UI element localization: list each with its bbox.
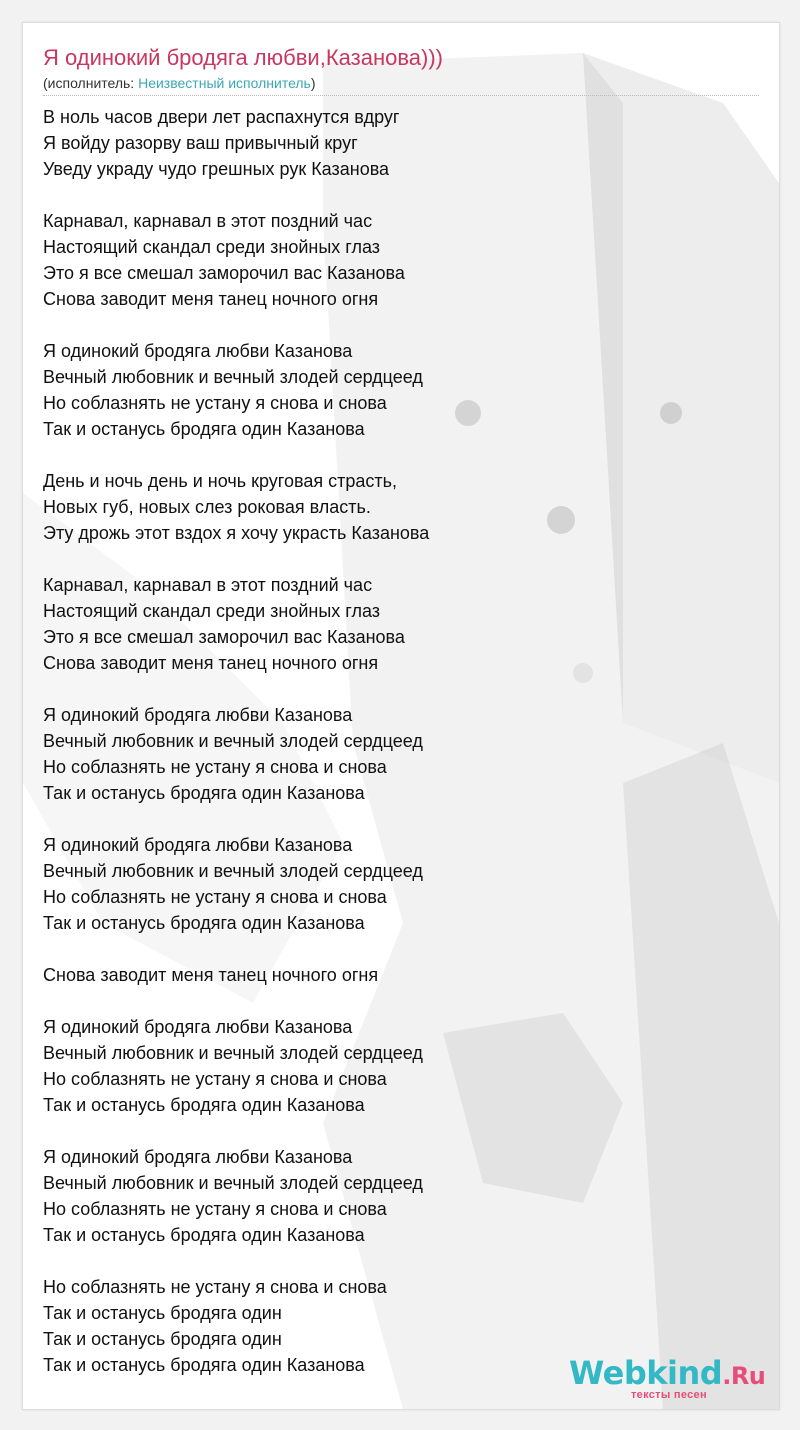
song-title: Я одинокий бродяга любви,Казанова))) (43, 45, 443, 70)
stanza-break (43, 182, 759, 208)
stanza-break (43, 1248, 759, 1274)
lyric-line: Это я все смешал заморочил вас Казанова (43, 263, 405, 283)
lyric-line: Так и останусь бродяга один Казанова (43, 1225, 365, 1245)
lyric-line: Снова заводит меня танец ночного огня (43, 289, 379, 309)
stanza-break (43, 1118, 759, 1144)
lyric-line: Так и останусь бродяга один Казанова (43, 1095, 365, 1115)
stanza-break (43, 988, 759, 1014)
logo-tld: .Ru (722, 1362, 766, 1390)
lyric-line: Но соблазнять не устану я снова и снова (43, 887, 387, 907)
lyric-line: Настоящий скандал среди знойных глаз (43, 601, 381, 621)
byline-prefix: (исполнитель: (43, 75, 139, 91)
lyric-line: Карнавал, карнавал в этот поздний час (43, 575, 373, 595)
lyric-line: Так и останусь бродяга один Казанова (43, 913, 365, 933)
lyric-line: День и ночь день и ночь круговая страсть, (43, 471, 397, 491)
stanza-break (43, 936, 759, 962)
lyric-line: Это я все смешал заморочил вас Казанова (43, 627, 405, 647)
lyric-line: Я одинокий бродяга любви Казанова (43, 1017, 353, 1037)
lyric-line: В ноль часов двери лет распахнутся вдруг (43, 107, 400, 127)
lyric-line: Настоящий скандал среди знойных глаз (43, 237, 381, 257)
lyrics-card (22, 22, 780, 1410)
lyric-line: Так и останусь бродяга один (43, 1329, 282, 1349)
lyric-line: Но соблазнять не устану я снова и снова (43, 1277, 387, 1297)
logo-tagline: тексты песен (631, 1389, 707, 1401)
lyrics-content (43, 43, 759, 1378)
lyric-line: Снова заводит меня танец ночного огня (43, 965, 379, 985)
lyric-line: Вечный любовник и вечный злодей сердцеед (43, 861, 423, 881)
stanza-break (43, 312, 759, 338)
lyric-line: Но соблазнять не устану я снова и снова (43, 393, 387, 413)
lyric-line: Но соблазнять не устану я снова и снова (43, 1069, 387, 1089)
lyric-line: Вечный любовник и вечный злодей сердцеед (43, 367, 423, 387)
lyric-line: Так и останусь бродяга один Казанова (43, 419, 365, 439)
lyric-line: Я войду разорву ваш привычный круг (43, 133, 358, 153)
lyric-line: Я одинокий бродяга любви Казанова (43, 341, 353, 361)
lyric-line: Вечный любовник и вечный злодей сердцеед (43, 731, 423, 751)
stanza-break (43, 806, 759, 832)
lyric-line: Так и останусь бродяга один Казанова (43, 1355, 365, 1375)
song-byline (43, 73, 759, 96)
lyric-line: Но соблазнять не устану я снова и снова (43, 1199, 387, 1219)
webkind-logo[interactable] (569, 1355, 769, 1403)
artist-link[interactable]: Неизвестный исполнитель (138, 75, 311, 91)
lyric-line: Но соблазнять не устану я снова и снова (43, 757, 387, 777)
lyrics-text (43, 104, 759, 1378)
lyric-line: Снова заводит меня танец ночного огня (43, 653, 379, 673)
lyric-line: Карнавал, карнавал в этот поздний час (43, 211, 373, 231)
lyric-line: Вечный любовник и вечный злодей сердцеед (43, 1173, 423, 1193)
byline-suffix: ) (310, 75, 316, 91)
lyric-line: Так и останусь бродяга один (43, 1303, 282, 1323)
lyric-line: Я одинокий бродяга любви Казанова (43, 1147, 353, 1167)
lyric-line: Новых губ, новых слез роковая власть. (43, 497, 371, 517)
logo-brand: Webkind (569, 1354, 723, 1392)
lyric-line: Уведу украду чудо грешных рук Казанова (43, 159, 390, 179)
stanza-break (43, 676, 759, 702)
lyric-line: Я одинокий бродяга любви Казанова (43, 835, 353, 855)
lyric-line: Эту дрожь этот вздох я хочу украсть Казанова (43, 523, 430, 543)
lyric-line: Так и останусь бродяга один Казанова (43, 783, 365, 803)
stanza-break (43, 442, 759, 468)
lyric-line: Я одинокий бродяга любви Казанова (43, 705, 353, 725)
stanza-break (43, 546, 759, 572)
lyric-line: Вечный любовник и вечный злодей сердцеед (43, 1043, 423, 1063)
